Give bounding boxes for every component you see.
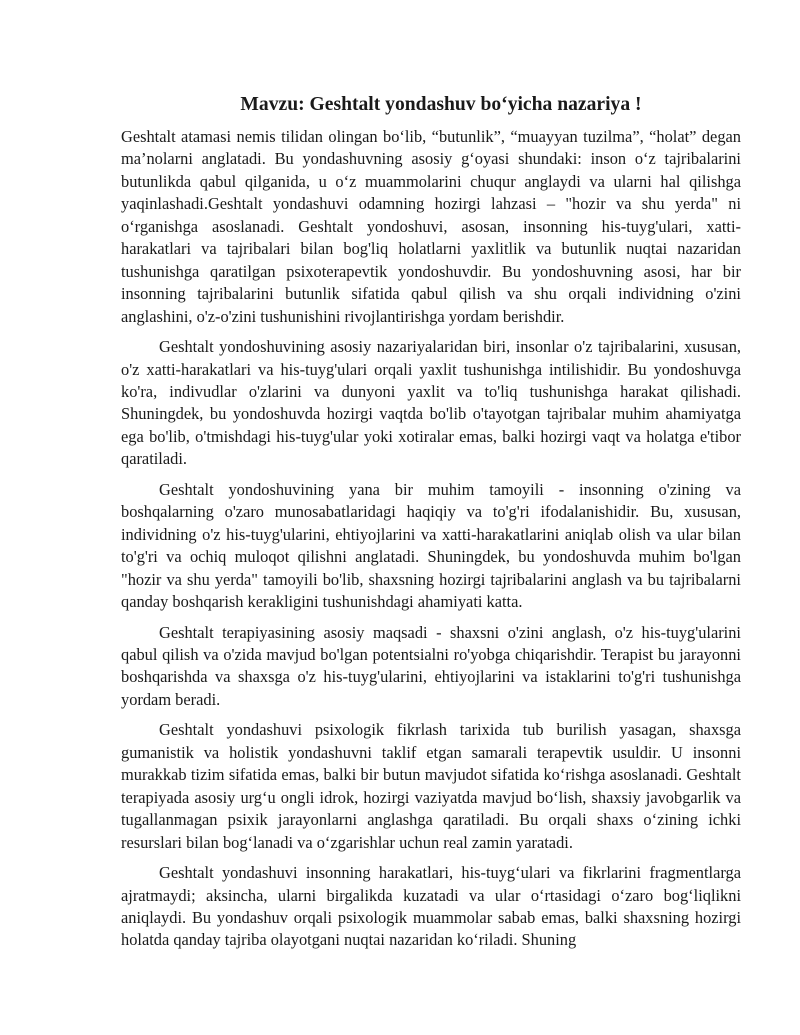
paragraph-1: Geshtalt atamasi nemis tilidan olingan bo‘lib, “butunlik”, “muayyan tuzilma”, “holat” degan ma’nolarni anglatadi. Bu yondashuvning asosiy g‘oyasi shundaki: inson o‘z tajribalarini butunlikda qabul qilganida, u o‘z muammolarini chuqur anglaydi va ularni hal qilishga yaqinlashadi.Geshtalt yondashuvi odamning hozirgi lahzasi – "hozir va shu yerda" ni o‘rganishga asoslanadi. Geshtalt yondoshuvi, asosan, insonning his-tuyg'ulari, xatti-harakatlari va tajribalari bilan bog'liq holatlarni yaxlitlik va butunlik nuqtai nazaridan tushunishga qaratilgan psixoterapevtik yondoshuvdir. Bu yondoshuvning asosi, har bir insonning tajribalarini butunlik sifatida qabul qilish va shu orqali individning o'zini anglashini, o'z-o'zini tushunishini rivojlantirishga yordam berishdir.	[121, 127, 741, 326]
paragraph-5: Geshtalt yondashuvi psixologik fikrlash tarixida tub burilish yasagan, shaxsga gumanistik va holistik yondashuvni taklif etgan samarali terapevtik usuldir. U insonni murakkab tizim sifatida emas, balki bir butun mavjudot sifatida ko‘rishga asoslanadi. Geshtalt terapiyada asosiy urg‘u ongli idrok, hozirgi vaziyatda mavjud bo‘lish, shaxsiy javobgarlik va tugallanmagan psixik jarayonlarni anglashga qaratiladi. Bu orqali shaxs o‘zining ichki resurslari bilan bog‘lanadi va o‘zgarishlar uchun real zamin yaratadi.	[121, 720, 741, 852]
paragraph-3: Geshtalt yondoshuvining yana bir muhim tamoyili - insonning o'zining va boshqalarning o'zaro munosabatlaridagi haqiqiy va to'g'ri ifodalanishidir. Bu, xususan, individning o'z his-tuyg'ularini, ehtiyojlarini va xatti-harakatlarini aniqlab olish va ular bilan to'g'ri va ochiq muloqot qilishni anglatadi. Shuningdek, bu yondoshuvda muhim bo'lgan "hozir va shu yerda" tamoyili bo'lib, shaxsning hozirgi tajribalarini anglash va bu tajribalarni qanday boshqarish kerakligini tushunishdagi ahamiyati katta.	[121, 479, 741, 612]
paragraph-4: Geshtalt terapiyasining asosiy maqsadi - shaxsni o'zini anglash, o'z his-tuyg'ularini qabul qilish va o'zida mavjud bo'lgan potentsialni ro'yobga chiqarishdir. Terapist bu jarayonni boshqarishda va shaxsga o'z his-tuyg'ularini, ehtiyojlarini va istaklarini to'g'ri tushunishga yordam beradi.	[121, 622, 741, 709]
paragraph-2: Geshtalt yondoshuvining asosiy nazariyalaridan biri, insonlar o'z tajribalarini, xususan, o'z xatti-harakatlari va his-tuyg'ulari orqali yaxlit tushunishga intilishidir. Bu yondoshuvga ko'ra, indivudlar o'zlarini va dunyoni yaxlit va to'liq tushunishga harakat qilishadi. Shuningdek, bu yondoshuvda hozirgi vaqtda bo'lib o'tayotgan tajribalar muhim ahamiyatga ega bo'lib, o'tmishdagi his-tuyg'ular yoki xotiralar emas, balki hozirgi vaqt va holatga e'tibor qaratiladi.	[121, 337, 741, 469]
paragraph-6: Geshtalt yondashuvi insonning harakatlari, his-tuyg‘ulari va fikrlarini fragmentlarga ajratmaydi; aksincha, ularni birgalikda kuzatadi va ular o‘rtasidagi o‘zaro bog‘liqlikni aniqlaydi. Bu yondashuv orqali psixologik muammolar sabab emas, balki shaxsning hozirgi holatda qanday tajriba olayotgani nuqtai nazaridan ko‘riladi. Shuning	[121, 863, 741, 950]
document-title: Mavzu: Geshtalt yondashuv bo‘yicha nazariya !	[240, 94, 642, 115]
